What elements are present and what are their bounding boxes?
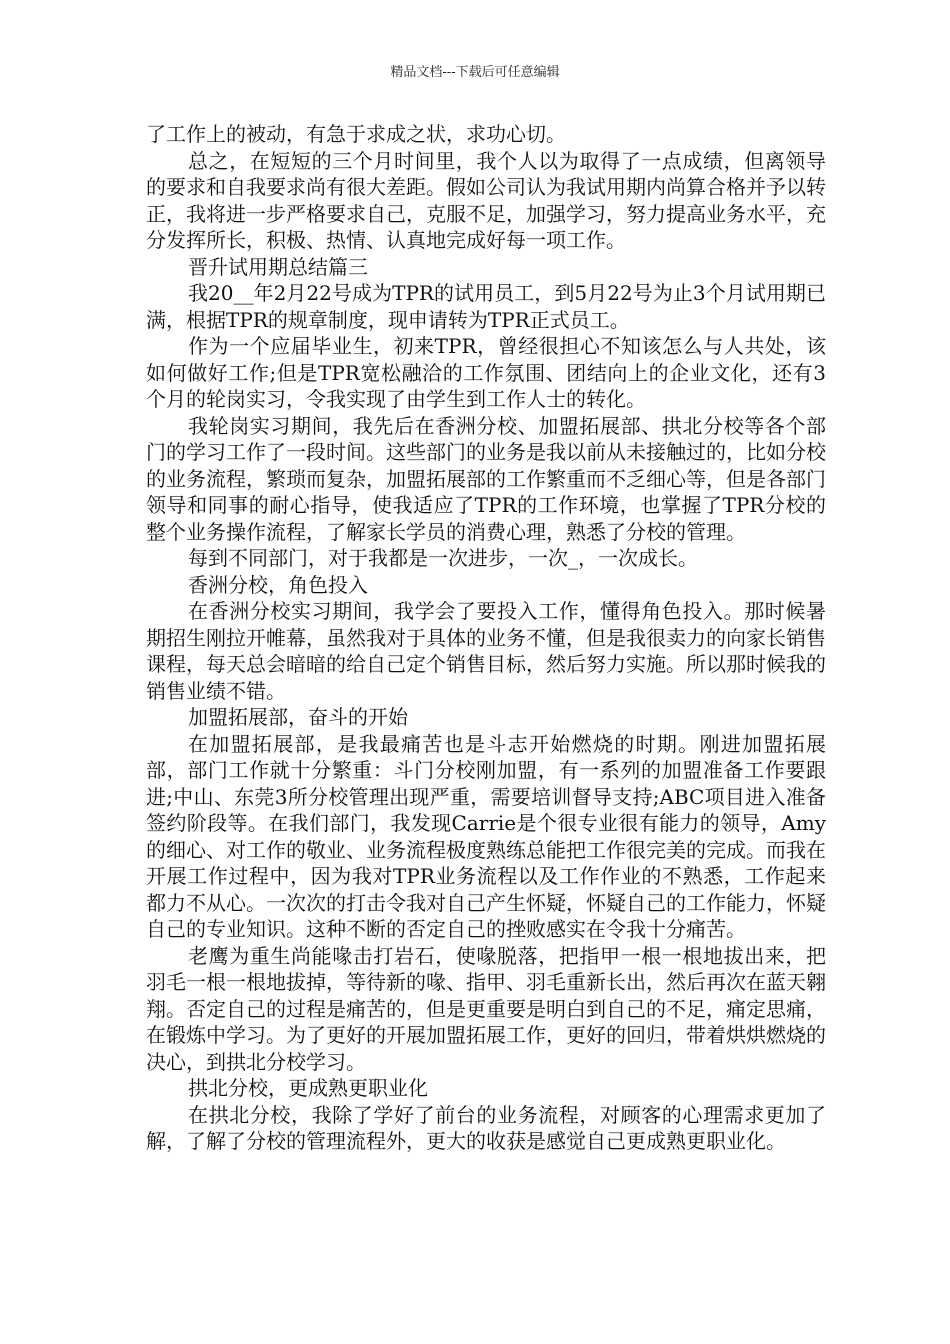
paragraph: 作为一个应届毕业生，初来TPR，曾经很担心不知该怎么与人共处，该如何做好工作;但是TPR宽松融洽的工作氛围、团结向上的企业文化，还有3个月的轮岗实习，令我实现了由学生到工作人士的转化。 [146,334,826,411]
paragraph: 总之，在短短的三个月时间里，我个人以为取得了一点成绩，但离领导的要求和自我要求尚有很大差距。假如公司认为我试用期内尚算合格并予以转正，我将进一步严格要求自己，克服不足，加强学习，努力提高业务水平，充分发挥所长，积极、热情、认真地完成好每一项工作。 [146,148,826,252]
paragraph: 老鹰为重生尚能喙击打岩石，使喙脱落，把指甲一根一根地拔出来，把羽毛一根一根地拔掉，等待新的喙、指甲、羽毛重新长出，然后再次在蓝天翱翔。否定自己的过程是痛苦的，但是更重要是明白到自己的不足，痛定思痛，在锻炼中学习。为了更好的开展加盟拓展工作，更好的回归，带着烘烘燃烧的决心，到拱北分校学习。 [146,943,826,1074]
page-header: 精品文档---下载后可任意编辑 [390,65,560,80]
subheading: 加盟拓展部，奋斗的开始 [188,705,408,729]
subheading: 拱北分校，更成熟更职业化 [188,1076,428,1100]
paragraph: 我轮岗实习期间，我先后在香洲分校、加盟拓展部、拱北分校等各个部门的学习工作了一段时间。这些部门的业务是我以前从未接触过的，比如分校的业务流程，繁琐而复杂，加盟拓展部的工作繁重而不乏细心等，但是各部门领导和同事的耐心指导，使我适应了TPR的工作环境，也掌握了TPR分校的整个业务操作流程，了解家长学员的消费心理，熟悉了分校的管理。 [146,413,826,544]
paragraph: 在加盟拓展部，是我最痛苦也是斗志开始燃烧的时期。刚进加盟拓展部，部门工作就十分繁重：斗门分校刚加盟，有一系列的加盟准备工作要跟进;中山、东莞3所分校管理出现严重，需要培训督导支持;ABC项目进入准备签约阶段等。在我们部门，我发现Carrie是个很专业很有能力的领导，Amy的细心、对工作的敬业、业务流程极度熟练总能把工作很完美的完成。而我在开展工作过程中，因为我对TPR业务流程以及工作作业的不熟悉，工作起来都力不从心。一次次的打击令我对自己产生怀疑，怀疑自己的工作能力，怀疑自己的专业知识。这种不断的否定自己的挫败感实在令我十分痛苦。 [146,731,826,941]
paragraph: 每到不同部门，对于我都是一次进步，一次_，一次成长。 [188,546,698,570]
paragraph: 在香洲分校实习期间，我学会了要投入工作，懂得角色投入。那时候暑期招生刚拉开帷幕，虽然我对于具体的业务不懂，但是我很卖力的向家长销售课程，每天总会暗暗的给自己定个销售目标，然后努力实施。所以那时候我的销售业绩不错。 [146,599,826,703]
subheading: 香洲分校，角色投入 [188,572,368,597]
document-body [146,121,826,1155]
paragraph: 我20__年2月22号成为TPR的试用员工，到5月22号为止3个月试用期已满，根据TPR的规章制度，现申请转为TPR正式员工。 [146,281,826,332]
paragraph: 了工作上的被动，有急于求成之状，求功心切。 [146,122,566,146]
paragraph: 在拱北分校，我除了学好了前台的业务流程，对顾客的心理需求更加了解，了解了分校的管理流程外，更大的收获是感觉自己更成熟更职业化。 [146,1102,826,1153]
section-heading: 晋升试用期总结篇三 [188,254,368,279]
